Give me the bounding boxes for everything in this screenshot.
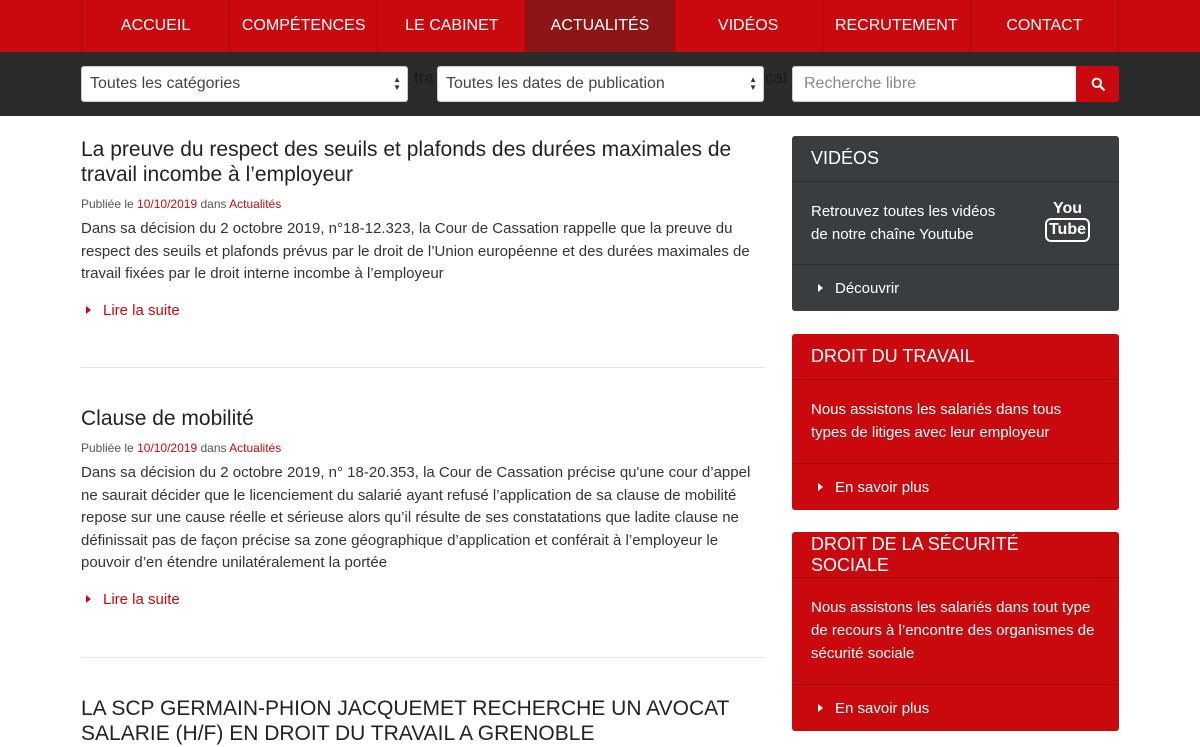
- learn-more-link[interactable]: [792, 464, 1119, 510]
- in-label: dans: [200, 441, 227, 455]
- droit-travail-widget: [792, 334, 1119, 510]
- article-date[interactable]: 10/10/2019: [137, 197, 198, 211]
- caret-right-icon: [818, 704, 823, 712]
- search-placeholder: Recherche libre: [804, 75, 917, 92]
- article-item: [81, 406, 765, 608]
- learn-more-label: En savoir plus: [835, 478, 930, 496]
- nav-item-actualites[interactable]: ACTUALITÉS: [526, 0, 674, 52]
- search-input[interactable]: [792, 66, 1076, 102]
- nav-item-contact[interactable]: CONTACT: [971, 0, 1119, 52]
- read-more-link[interactable]: [86, 302, 765, 319]
- caret-right-icon: [818, 284, 823, 292]
- article-excerpt: Dans sa décision du 2 octobre 2019, n° 18-20.353, la Cour de Cassation précise qu'une cour d’appel ne saurait décider que le licenciement du salarié ayant refusé l’application de sa clause de mobilité repose sur une cause réelle et sérieuse alors qu’il résulte de ses constatations que ladite clause ne définissait pas de façon précise sa zone géographique d’application et conférait à l’employeur le pouvoir d’en étendre unilatéralement la portée: [81, 464, 751, 571]
- discover-link[interactable]: [792, 265, 1119, 311]
- category-select[interactable]: [81, 66, 408, 102]
- search-icon: [1091, 77, 1105, 91]
- widget-title: DROIT DU TRAVAIL: [792, 334, 1119, 380]
- select-arrows-icon: ▲ ▼: [749, 75, 757, 92]
- nav-menu: [81, 0, 1119, 52]
- read-more-label: Lire la suite: [103, 590, 180, 608]
- divider: [81, 367, 765, 368]
- widget-body: [792, 182, 1119, 265]
- widget-title: DROIT DE LA SÉCURITÉ SOCIALE: [792, 532, 1119, 578]
- article-category-link[interactable]: Actualités: [229, 441, 282, 455]
- widget-body: Nous assistons les salariés dans tous types de litiges avec leur employeur: [792, 380, 1119, 464]
- caret-right-icon: [818, 483, 823, 491]
- nav-item-accueil[interactable]: ACCUEIL: [82, 0, 230, 52]
- article-item: [81, 137, 765, 319]
- nav-item-le-cabinet[interactable]: LE CABINET: [378, 0, 526, 52]
- caret-right-icon: [86, 306, 91, 314]
- learn-more-link[interactable]: [792, 685, 1119, 731]
- search-button[interactable]: [1076, 66, 1119, 102]
- background-text-fragment: tra: [414, 68, 434, 87]
- article-item: [81, 696, 765, 746]
- learn-more-label: En savoir plus: [835, 699, 930, 717]
- widget-title: VIDÉOS: [792, 136, 1119, 182]
- nav-item-recrutement[interactable]: RECRUTEMENT: [823, 0, 971, 52]
- category-select-value: Toutes les catégories: [90, 75, 241, 92]
- read-more-label: Lire la suite: [103, 301, 180, 319]
- select-arrows-icon: ▲ ▼: [393, 75, 401, 92]
- youtube-logo-top: You: [1052, 200, 1082, 217]
- article-category-link[interactable]: Actualités: [229, 197, 282, 211]
- published-label: Publiée le: [81, 197, 134, 211]
- article-title[interactable]: La preuve du respect des seuils et plafonds des durées maximales de travail incombe à l’employeur: [81, 138, 732, 186]
- in-label: dans: [200, 197, 227, 211]
- article-meta: [81, 441, 765, 455]
- caret-right-icon: [86, 595, 91, 603]
- divider: [81, 657, 765, 658]
- securite-sociale-widget: [792, 532, 1119, 731]
- widget-text: Retrouvez toutes les vidéos de notre chaîne Youtube: [811, 203, 996, 243]
- date-select[interactable]: [437, 66, 764, 102]
- article-title[interactable]: Clause de mobilité: [81, 407, 254, 430]
- nav-item-videos[interactable]: VIDÉOS: [675, 0, 823, 52]
- article-title[interactable]: LA SCP GERMAIN-PHION JACQUEMET RECHERCHE UN AVOCAT SALARIE (H/F) EN DROIT DU TRAVAIL A GRENOBLE: [81, 697, 730, 745]
- youtube-logo-bottom: Tube: [1045, 218, 1090, 242]
- videos-widget: [792, 136, 1119, 311]
- youtube-logo-icon[interactable]: [1045, 200, 1090, 242]
- widget-body: Nous assistons les salariés dans tout type de recours à l’encontre des organismes de sécurité sociale: [792, 578, 1119, 685]
- published-label: Publiée le: [81, 441, 134, 455]
- article-meta: [81, 197, 765, 211]
- main-navigation: [0, 0, 1200, 52]
- article-date[interactable]: 10/10/2019: [137, 441, 198, 455]
- date-select-value: Toutes les dates de publication: [446, 75, 665, 92]
- nav-item-competences[interactable]: COMPÉTENCES: [230, 0, 378, 52]
- read-more-link[interactable]: [86, 591, 765, 608]
- background-text-fragment: cat: [765, 68, 788, 87]
- article-excerpt: Dans sa décision du 2 octobre 2019, n°18-12.323, la Cour de Cassation rappelle que la preuve du respect des seuils et plafonds prévus par le droit de l’Union européenne et des durées maximales de travail fixées par le droit interne incombe à l’employeur: [81, 220, 750, 282]
- discover-label: Découvrir: [835, 279, 900, 297]
